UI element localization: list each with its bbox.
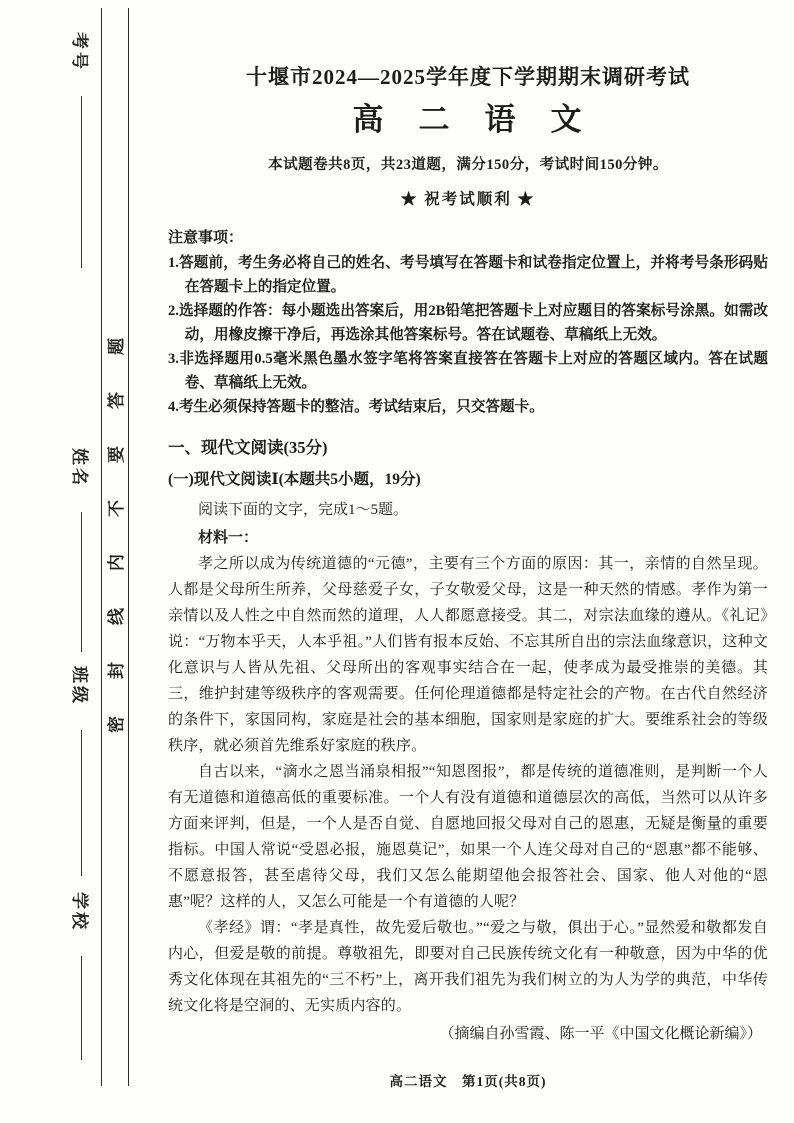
subsection-heading-reading-1: (一)现代文阅读Ⅰ(本题共5小题，19分) bbox=[168, 471, 421, 488]
reading-instruction: 阅读下面的文字，完成1～5题。 bbox=[198, 502, 409, 518]
material-one-label: 材料一： bbox=[198, 530, 259, 546]
seal-warning-char: 线 bbox=[106, 608, 126, 625]
exam-title: 十堰市2024—2025学年度下学期期末调研考试 bbox=[246, 65, 690, 89]
notice-item-number: 1. bbox=[168, 255, 179, 271]
seal-label-class: 班级 bbox=[70, 666, 89, 706]
material-paragraph-2: 自古以来，“滴水之恩当涌泉相报”“知恩图报”，都是传统的道德准则，是判断一个人有无道德和道德高低的重要标准。一个人有没有道德和道德层次的高低，当然可以从许多方面来评判，但是，一个人是否自觉、自愿地回报父母对自己的恩惠，无疑是衡量的重要指标。中国人常说“受恩必报，施恩莫记”，如果一个人连父母对自己的“恩惠”都不能够、不愿意报答，甚至虐待父母，我们又怎么能期望他会报答社会、国家、他人对他的“恩惠”呢？这样的人，又怎么可能是一个有道德的人呢？ bbox=[168, 764, 768, 910]
notice-item-text: 选择题的作答：每小题选出答案后，用2B铅笔把答题卡上对应题目的答案标号涂黑。如需改动，用橡皮擦干净后，再选涂其他答案标号。答在试题卷、草稿纸上无效。 bbox=[178, 303, 768, 343]
seal-warning-text bbox=[103, 334, 125, 737]
seal-warning-char: 要 bbox=[106, 446, 126, 463]
seal-warning-char: 内 bbox=[106, 554, 126, 571]
notice-item-text: 答题前，考生务必将自己的姓名、考号填写在答题卡和试卷指定位置上，并将考号条形码贴在答题卡上的指定位置。 bbox=[178, 255, 768, 295]
seal-label-class-blank-line bbox=[81, 730, 82, 876]
notice-item-number: 4. bbox=[168, 399, 179, 415]
notice-item-number: 2. bbox=[168, 303, 179, 319]
seal-warning-char: 封 bbox=[106, 662, 126, 679]
exam-info-line: 本试题卷共8页，共23道题，满分150分，考试时间150分钟。 bbox=[268, 157, 668, 173]
notice-heading: 注意事项： bbox=[168, 230, 244, 246]
subject-title: 高 二 语 文 bbox=[352, 102, 584, 137]
seal-vertical-line-outer bbox=[101, 8, 102, 1086]
notice-item-number: 3. bbox=[168, 351, 179, 367]
seal-warning-char: 不 bbox=[106, 500, 126, 517]
material-paragraph-1: 孝之所以成为传统道德的“元德”，主要有三个方面的原因：其一，亲情的自然呈现。人都是父母所生所养，父母慈爱子女，子女敬爱父母，这是一种天然的情感。孝作为第一亲情以及人性之中自然而然的道理，人人都愿意接受。其二，对宗法血缘的遵从。《礼记》说：“万物本乎天，人本乎祖。”人们皆有报本反始、不忘其所自出的宗法血缘意识，这种文化意识与人皆从先祖、父母所出的客观事实结合在一起，使孝成为最受推崇的美德。其三，维护封建等级秩序的客观需要。任何伦理道德都是特定社会的产物。在古代自然经济的条件下，家国同构，家庭是社会的基本细胞，国家则是家庭的扩大。要维系社会的等级秩序，就必须首先维系好家庭的秩序。 bbox=[168, 556, 768, 754]
main-content bbox=[168, 62, 768, 1095]
notice-item-1 bbox=[168, 251, 768, 299]
section-heading-modern-reading: 一、现代文阅读(35分) bbox=[168, 438, 328, 457]
notice-item-4 bbox=[168, 395, 768, 419]
seal-warning-char: 密 bbox=[106, 716, 126, 733]
exam-wish-line: ★ 祝考试顺利 ★ bbox=[400, 191, 536, 208]
notice-item-2 bbox=[168, 299, 768, 347]
material-paragraph-3: 《孝经》谓：“孝是真性，故先爱后敬也。”“爱之与敬，俱出于心。”显然爱和敬都发自内心，但爱是敬的前提。尊敬祖先，即要对自己民族传统文化有一种敬意，因为中华的优秀文化体现在其祖先的“三不朽”上，离开我们祖先为我们树立的为人为学的典范，中华传统文化将是空洞的、无实质内容的。 bbox=[168, 920, 768, 1014]
seal-label-name: 姓名 bbox=[70, 448, 89, 488]
notice-item-text: 非选择题用0.5毫米黑色墨水签字笔将答案直接答在答题卡上对应的答题区域内。答在试题卷、草稿纸上无效。 bbox=[178, 351, 768, 391]
seal-label-exam-number-blank-line bbox=[81, 96, 82, 268]
material-attribution: （摘编自孙雪霞、陈一平《中国文化概论新编》） bbox=[439, 1026, 762, 1042]
page-footer: 高二语文 第1页(共8页) bbox=[389, 1074, 547, 1089]
seal-label-exam-number: 考号 bbox=[70, 32, 89, 72]
seal-label-school-blank-line bbox=[81, 956, 82, 1060]
seal-label-name-blank-line bbox=[81, 512, 82, 652]
seal-vertical-line-inner bbox=[128, 8, 129, 1086]
seal-label-school: 学校 bbox=[70, 892, 89, 932]
notice-item-text: 考生必须保持答题卡的整洁。考试结束后，只交答题卡。 bbox=[178, 399, 544, 415]
seal-area bbox=[0, 0, 150, 1123]
seal-warning-char: 答 bbox=[106, 392, 126, 409]
seal-warning-char: 题 bbox=[106, 338, 126, 355]
notice-item-3 bbox=[168, 347, 768, 395]
